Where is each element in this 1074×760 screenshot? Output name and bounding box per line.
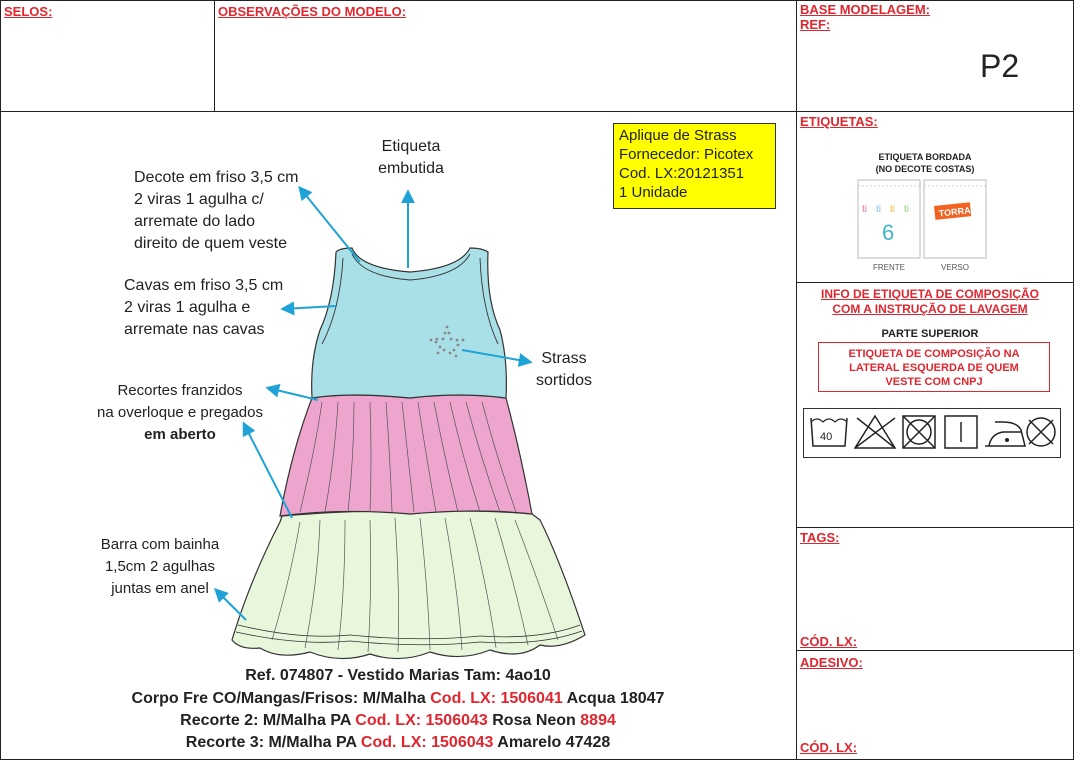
annotation-cavas-line-3: arremate nas cavas xyxy=(124,321,265,338)
caption-corpo-color: Acqua 18047 xyxy=(562,690,665,707)
svg-text:ti: ti xyxy=(876,204,881,215)
parte-superior-label: PARTE SUPERIOR xyxy=(881,328,979,340)
annotation-recortes xyxy=(70,380,290,446)
annotation-etiqueta-line-1: Etiqueta xyxy=(381,138,441,155)
caption-recorte-3-cod: Cod. LX: 1506043 xyxy=(360,734,494,751)
caption-line-4 xyxy=(0,734,796,752)
adesivo-cod-lx-label: CÓD. LX: xyxy=(800,740,858,755)
svg-text:ti: ti xyxy=(890,204,895,215)
caption-recorte-3: Recorte 3: M/Malha PA xyxy=(185,734,361,751)
label-brand: TORRA xyxy=(938,205,972,219)
annotation-barra-line-1: Barra com bainha xyxy=(100,536,220,553)
dress-tier-2 xyxy=(280,395,532,516)
tags-box xyxy=(796,527,1074,651)
caption-recorte-3-color: Amarelo 47428 xyxy=(493,734,611,751)
annotation-barra-line-3: juntas em anel xyxy=(111,580,209,597)
ref-label: REF: xyxy=(800,17,831,32)
dress-tier-3 xyxy=(232,511,585,659)
caption-recorte-2: Recorte 2: M/Malha PA xyxy=(180,712,356,729)
etiqueta-bordada-title: ETIQUETA BORDADA xyxy=(878,152,972,162)
annotation-decote-line-3: arremate do lado xyxy=(134,213,255,230)
adesivo-label: ADESIVO: xyxy=(800,655,863,670)
annotation-recortes-line-3: em aberto xyxy=(144,426,216,443)
caption-ref: Ref. 074807 - Vestido Marias Tam: 4ao10 xyxy=(245,667,551,684)
composicao-line-1: ETIQUETA DE COMPOSIÇÃO NA xyxy=(848,348,1020,360)
arrow-decote xyxy=(300,188,360,262)
verso-caption: VERSO xyxy=(940,263,969,272)
applique-line-3: Cod. LX:20121351 xyxy=(619,165,745,182)
annotation-strass-line-2: sortidos xyxy=(535,372,593,389)
caption-corpo-cod: Cod. LX: 1506041 xyxy=(430,690,563,707)
info-composicao-title-2: COM A INSTRUÇÃO DE LAVAGEM xyxy=(832,302,1028,316)
caption-recorte-2-number: 8894 xyxy=(580,712,616,729)
composicao-line-2: LATERAL ESQUERDA DE QUEM xyxy=(849,362,1019,374)
caption-line-3 xyxy=(0,712,796,730)
annotation-decote-line-4: direito de quem veste xyxy=(134,235,287,252)
composicao-box xyxy=(818,342,1050,392)
annotation-decote-line-1: Decote em friso 3,5 cm xyxy=(134,169,299,186)
base-modelagem-label: BASE MODELAGEM: xyxy=(800,2,930,17)
caption-line-1 xyxy=(0,667,796,685)
annotation-recortes-line-2: na overloque e pregados xyxy=(97,404,263,421)
wash-symbols xyxy=(803,408,1061,458)
caption-recorte-2-color: Rosa Neon xyxy=(487,712,581,729)
annotation-barra-line-2: 1,5cm 2 agulhas xyxy=(104,558,216,575)
annotation-barra xyxy=(80,534,240,600)
dress-bodice xyxy=(312,248,507,398)
svg-text:ti: ti xyxy=(862,204,867,215)
caption-line-2 xyxy=(0,690,796,708)
info-composicao-title-1: INFO DE ETIQUETA DE COMPOSIÇÃO xyxy=(820,287,1039,301)
frente-caption: FRENTE xyxy=(873,263,905,272)
applique-line-2: Fornecedor: Picotex xyxy=(619,146,754,163)
applique-line-4: 1 Unidade xyxy=(619,184,688,201)
annotation-cavas-line-2: 2 viras 1 agulha e xyxy=(124,299,251,316)
info-composicao-box xyxy=(796,282,1074,528)
size-value: P2 xyxy=(980,48,1020,84)
label-number: 6 xyxy=(882,220,895,245)
observacoes-label: OBSERVAÇÕES DO MODELO: xyxy=(218,4,407,19)
annotation-etiqueta-line-2: embutida xyxy=(378,160,444,177)
caption-recorte-2-cod: Cod. LX: 1506043 xyxy=(355,712,488,729)
annotation-decote-line-2: 2 viras 1 agulha c/ xyxy=(134,191,264,208)
caption-corpo: Corpo Fre CO/Mangas/Frisos: M/Malha xyxy=(131,690,431,707)
selos-label: SELOS: xyxy=(4,4,53,19)
annotation-decote xyxy=(134,167,299,255)
tags-label: TAGS: xyxy=(800,530,840,545)
etiqueta-bordada-illustration xyxy=(856,178,990,262)
composicao-line-3: VESTE COM CNPJ xyxy=(885,376,983,388)
svg-text:ti: ti xyxy=(904,204,909,215)
etiqueta-bordada-subtitle: (NO DECOTE COSTAS) xyxy=(875,164,975,174)
annotation-cavas xyxy=(124,275,283,341)
annotation-strass xyxy=(524,348,604,392)
etiquetas-label: ETIQUETAS: xyxy=(800,114,878,129)
annotation-cavas-line-1: Cavas em friso 3,5 cm xyxy=(124,277,284,294)
annotation-recortes-line-1: Recortes franzidos xyxy=(117,382,243,399)
annotation-strass-line-1: Strass xyxy=(541,350,587,367)
svg-text:40: 40 xyxy=(820,431,833,443)
annotation-etiqueta xyxy=(366,136,456,180)
applique-line-1: Aplique de Strass xyxy=(619,127,737,144)
tags-cod-lx-label: CÓD. LX: xyxy=(800,634,858,649)
